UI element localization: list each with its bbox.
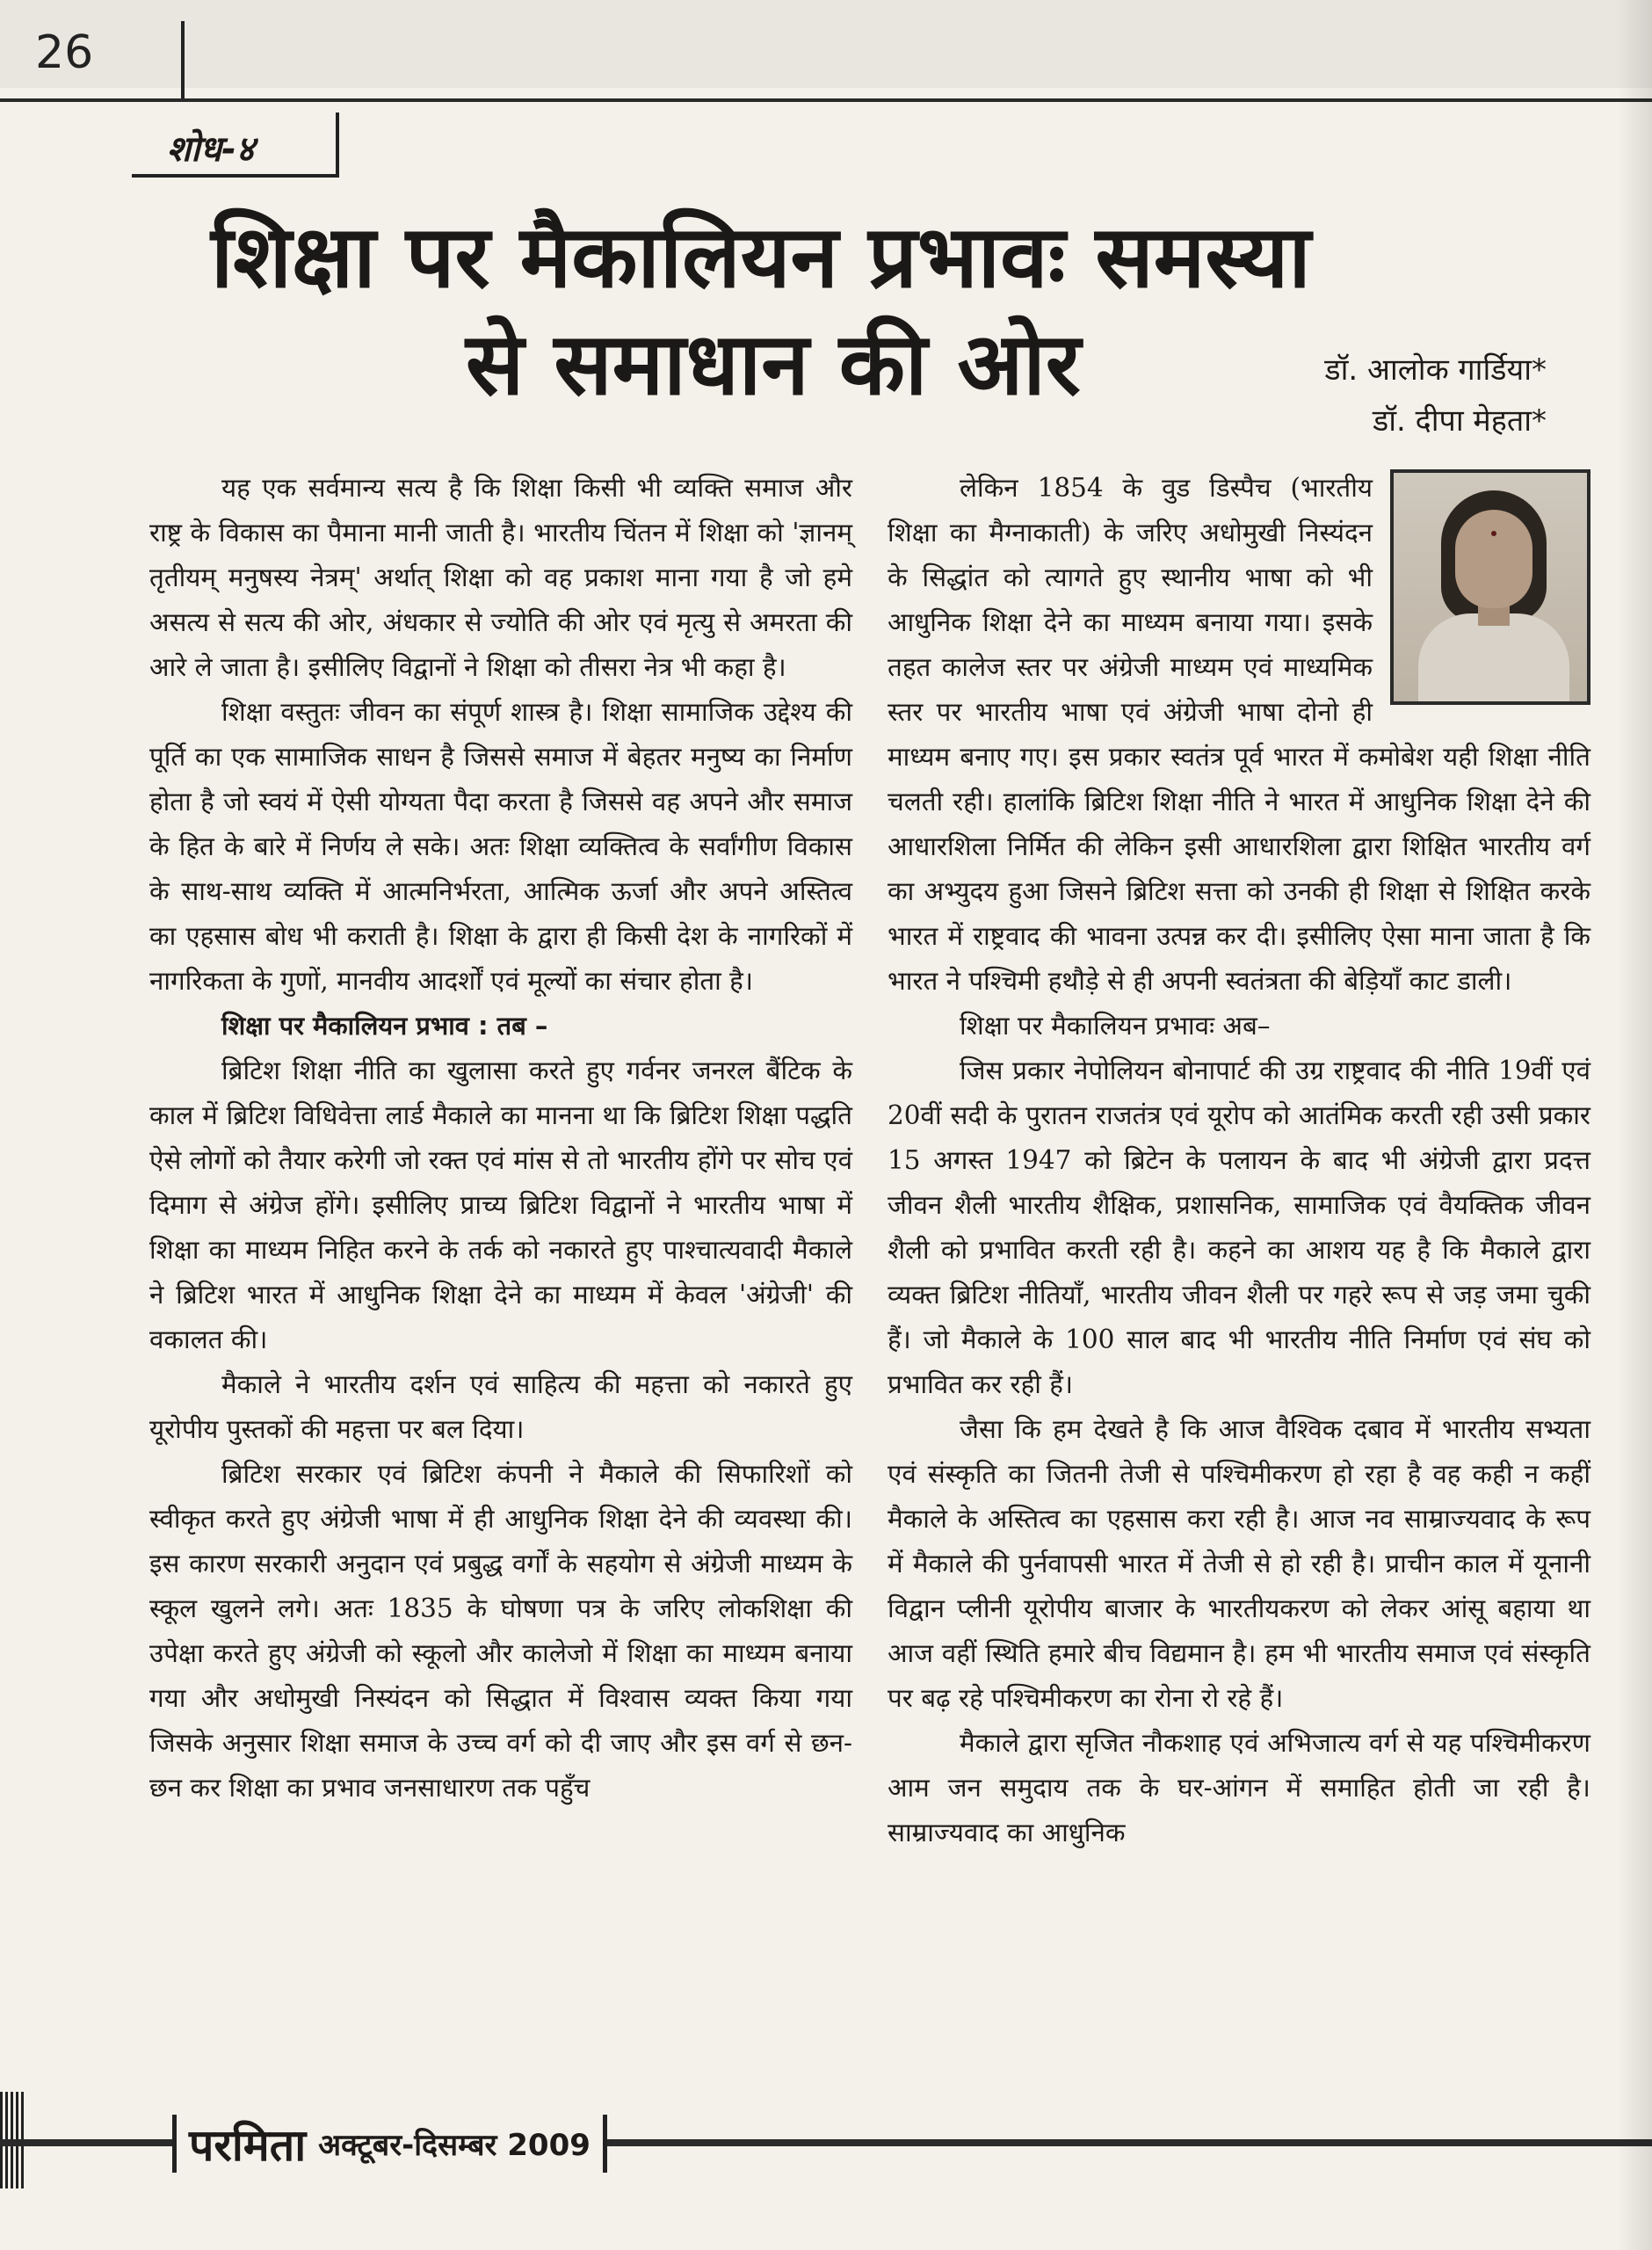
title-line-1: शिक्षा पर मैकालियन प्रभावः समस्या bbox=[211, 207, 1311, 308]
magazine-logo: परमिता bbox=[189, 2120, 307, 2171]
section-label: शोध-४ bbox=[167, 129, 255, 170]
paragraph: यह एक सर्वमान्य सत्य है कि शिक्षा किसी भी व्यक्ति समाज और राष्ट्र के विकास का पैमाना मानी जाती है। भारतीय चिंतन में शिक्षा को 'ज्ञानम् तृतीयम् मनुषस्य नेत्रम्' अर्थात् शिक्षा को वह प्रकाश माना गया है जो हमे असत्य से सत्य की ओर, अंधकार से ज्योति की ओर एवं मृत्यु से अमरता की आरे ले जाता है। इसीलिए विद्वानों ने शिक्षा को तीसरा नेत्र भी कहा है। bbox=[149, 473, 852, 682]
photo-body bbox=[1418, 613, 1569, 705]
paragraph: ब्रिटिश शिक्षा नीति का खुलासा करते हुए गर्वनर जनरल बैंटिक के काल में ब्रिटिश विधिवेत्ता लार्ड मैकाले का मानना था कि ब्रिटिश शिक्षा पद्धति ऐसे लोगों को तैयार करेगी जो रक्त एवं मांस से तो भारतीय होंगे पर सोच एवं दिमाग से अंग्रेज होंगे। इसीलिए प्राच्य ब्रिटिश विद्वानों ने भारतीय भाषा में शिक्षा का माध्यम निहित करने के तर्क को नकारते हुए पाश्चात्यवादी मैकाले ने ब्रिटिश भारत में आधुनिक शिक्षा देने का माध्यम में केवल 'अंग्रेजी' की वकालत की। bbox=[149, 1056, 852, 1354]
title-line-2: से समाधान की ओर bbox=[466, 315, 1081, 415]
page-number: 26 bbox=[35, 26, 94, 79]
paragraph: जैसा कि हम देखते है कि आज वैश्विक दबाव में भारतीय सभ्यता एवं संस्कृति का जितनी तेजी से पश्चिमीकरण हो रहा है वह कही न कहीं मैकाले के अस्तित्व का एहसास करा रही है। आज नव साम्राज्यवाद के रूप में मैकाले की पुर्नवापसी भारत में तेजी से हो रही है। प्राचीन काल में यूनानी विद्वान प्लीनी यूरोपीय बाजार के भारतीयकरण को लेकर आंसू बहाया था आज वहीं स्थिति हमारे बीच विद्यमान है। हम भी भारतीय समाज एवं संस्कृति पर बढ़ रहे पश्चिमीकरण का रोना रो रहे हैं। bbox=[888, 1414, 1590, 1713]
footer bbox=[172, 2115, 607, 2173]
author-name: डॉ. दीपा मेहता* bbox=[1373, 403, 1547, 439]
author-name: डॉ. आलोक गार्डिया* bbox=[1324, 352, 1547, 388]
page-fold-shadow bbox=[1617, 0, 1652, 2250]
top-rule bbox=[0, 98, 1652, 102]
left-column bbox=[149, 466, 852, 1811]
paragraph: शिक्षा वस्तुतः जीवन का संपूर्ण शास्त्र है। शिक्षा सामाजिक उद्देश्य की पूर्ति का एक सामाजिक साधन है जिससे समाज में बेहतर मनुष्य का निर्माण होता है जो स्वयं में ऐसी योग्यता पैदा करता है जिससे वह अपने और समाज के हित के बारे में निर्णय ले सके। अतः शिक्षा व्यक्तित्व के सर्वांगीण विकास के साथ-साथ व्यक्ति में आत्मनिर्भरता, आत्मिक ऊर्जा और अपने अस्तित्व का एहसास बोध भी कराती है। शिक्षा के द्वारा ही किसी देश के नागरिकों में नागरिकता के गुणों, मानवीय आदर्शों एवं मूल्यों का संचार होता है। bbox=[149, 697, 852, 996]
author-photo bbox=[1390, 469, 1590, 705]
top-band bbox=[0, 0, 1652, 88]
issue-date: अक्टूबर-दिसम्बर 2009 bbox=[318, 2128, 591, 2163]
right-column bbox=[888, 466, 1590, 1855]
paragraph: शिक्षा पर मैकालियन प्रभावः अब– bbox=[960, 1011, 1271, 1041]
subheading: शिक्षा पर मैकालियन प्रभाव : तब – bbox=[221, 1011, 548, 1041]
author-list bbox=[1324, 345, 1547, 446]
section-rule-horizontal bbox=[132, 174, 339, 178]
paragraph: जिस प्रकार नेपोलियन बोनापार्ट की उग्र राष्ट्रवाद की नीति 19वीं एवं 20वीं सदी के पुरातन राजतंत्र एवं यूरोप को आतंमिक करती रही उसी प्रकार 15 अगस्त 1947 को ब्रिटेन के पलायन के बाद भी अंग्रेजी द्वारा प्रदत्त जीवन शैली भारतीय शैक्षिक, प्रशासनिक, सामाजिक एवं वैयक्तिक जीवन शैली को प्रभावित करती रही है। कहने का आशय यह है कि मैकाले द्वारा व्यक्त ब्रिटिश नीतियाँ, भारतीय जीवन शैली पर गहरे रूप से जड़ जमा चुकी हैं। जो मैकाले के 100 साल बाद भी भारतीय नीति निर्माण एवं संघ को प्रभावित कर रही हैं। bbox=[888, 1056, 1590, 1399]
photo-bindi bbox=[1491, 531, 1496, 536]
paragraph: मैकाले ने भारतीय दर्शन एवं साहित्य की महत्ता को नकारते हुए यूरोपीय पुस्तकों की महत्ता पर बल दिया। bbox=[149, 1369, 852, 1444]
paragraph: ब्रिटिश सरकार एवं ब्रिटिश कंपनी ने मैकाले की सिफारिशों को स्वीकृत करते हुए अंग्रेजी भाषा में ही आधुनिक शिक्षा देने की व्यवस्था की। इस कारण सरकारी अनुदान एवं प्रबुद्ध वर्गों के सहयोग से अंग्रेजी माध्यम के स्कूल खुलने लगे। अतः 1835 के घोषणा पत्र के जरिए लोकशिक्षा की उपेक्षा करते हुए अंग्रेजी को स्कूलो और कालेजो में शिक्षा का माध्यम बनाया गया और अधोमुखी निस्यंदन को सिद्धात में विश्वास व्यक्त किया गया जिसके अनुसार शिक्षा समाज के उच्च वर्ग को दी जाए और इस वर्ग से छन-छन कर शिक्षा का प्रभाव जनसाधारण तक पहुँच bbox=[149, 1459, 852, 1803]
article-title bbox=[211, 204, 1511, 418]
paragraph: लेकिन 1854 के वुड डिस्पैच (भारतीय शिक्षा का मैग्नाकाती) के जरिए अधोमुखी निस्यंदन के सिद्धांत को त्यागते हुए स्थानीय भाषा को भी आधुनिक शिक्षा देने का माध्यम बनाया गया। इसके तहत कालेज स्तर पर अंग्रेजी माध्यम एवं माध्यमिक स्तर पर भारतीय भाषा एवं अंग्रेजी भाषा दोनो ही माध्यम बनाए गए। इस प्रकार स्वतंत्र पूर्व भारत में कमोबेश यही शिक्षा नीति चलती रही। हालांकि ब्रिटिश शिक्षा नीति ने भारत में आधुनिक शिक्षा देने की आधारशिला निर्मित की लेकिन इसी आधारशिला द्वारा शिक्षित भारतीय वर्ग का अभ्युदय हुआ जिसने ब्रिटिश सत्ता को उनकी ही शिक्षा से शिक्षित करके भारत में राष्ट्रवाद की भावना उत्पन्न कर दी। इसीलिए ऐसा माना जाता है कि भारत ने पश्चिमी हथौड़े से ही अपनी स्वतंत्रता की बेड़ियाँ काट डाली। bbox=[888, 473, 1590, 996]
photo-face bbox=[1455, 510, 1532, 608]
section-rule-vertical bbox=[336, 112, 339, 176]
paragraph: मैकाले द्वारा सृजित नौकशाह एवं अभिजात्य वर्ग से यह पश्चिमीकरण आम जन समुदाय तक के घर-आंगन में समाहित होती जा रही है। साम्राज्यवाद का आधुनिक bbox=[888, 1728, 1590, 1847]
